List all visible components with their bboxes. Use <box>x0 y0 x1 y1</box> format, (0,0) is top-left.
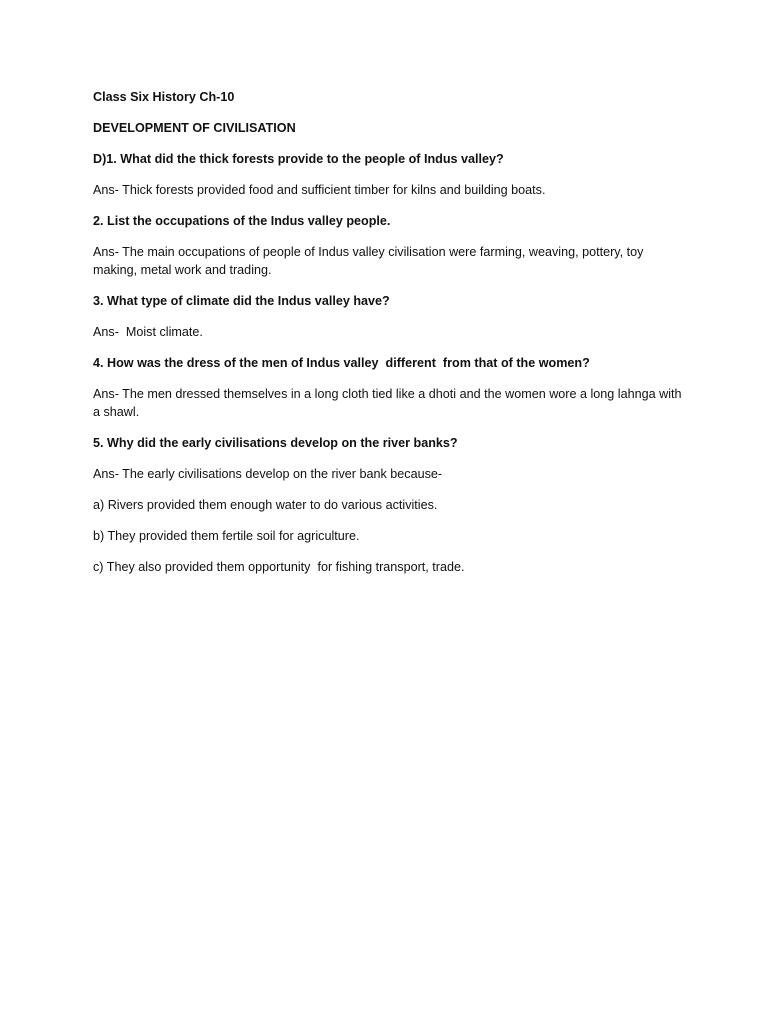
question-5: 5. Why did the early civilisations develop on the river banks? <box>93 436 458 450</box>
answer-2: Ans- The main occupations of people of Indus valley civilisation were farming, weaving, pottery, toy making, metal work and trading. <box>93 245 647 277</box>
answer-5-intro: Ans- The early civilisations develop on the river bank because- <box>93 467 443 481</box>
question-2: 2. List the occupations of the Indus valley people. <box>93 214 391 228</box>
question-4: 4. How was the dress of the men of Indus valley different from that of the women? <box>93 356 590 370</box>
answer-3: Ans- Moist climate. <box>93 325 203 339</box>
question-3: 3. What type of climate did the Indus valley have? <box>93 294 390 308</box>
answer-5-point-b: b) They provided them fertile soil for agriculture. <box>93 529 360 543</box>
class-title: Class Six History Ch-10 <box>93 90 235 104</box>
answer-5-point-a: a) Rivers provided them enough water to do various activities. <box>93 498 438 512</box>
answer-5-point-c: c) They also provided them opportunity for fishing transport, trade. <box>93 560 465 574</box>
answer-4: Ans- The men dressed themselves in a long cloth tied like a dhoti and the women wore a long lahnga with a shawl. <box>93 387 686 419</box>
answer-1: Ans- Thick forests provided food and sufficient timber for kilns and building boats. <box>93 183 546 197</box>
document-body <box>93 88 686 589</box>
chapter-title: DEVELOPMENT OF CIVILISATION <box>93 121 296 135</box>
question-1: D)1. What did the thick forests provide to the people of Indus valley? <box>93 152 504 166</box>
